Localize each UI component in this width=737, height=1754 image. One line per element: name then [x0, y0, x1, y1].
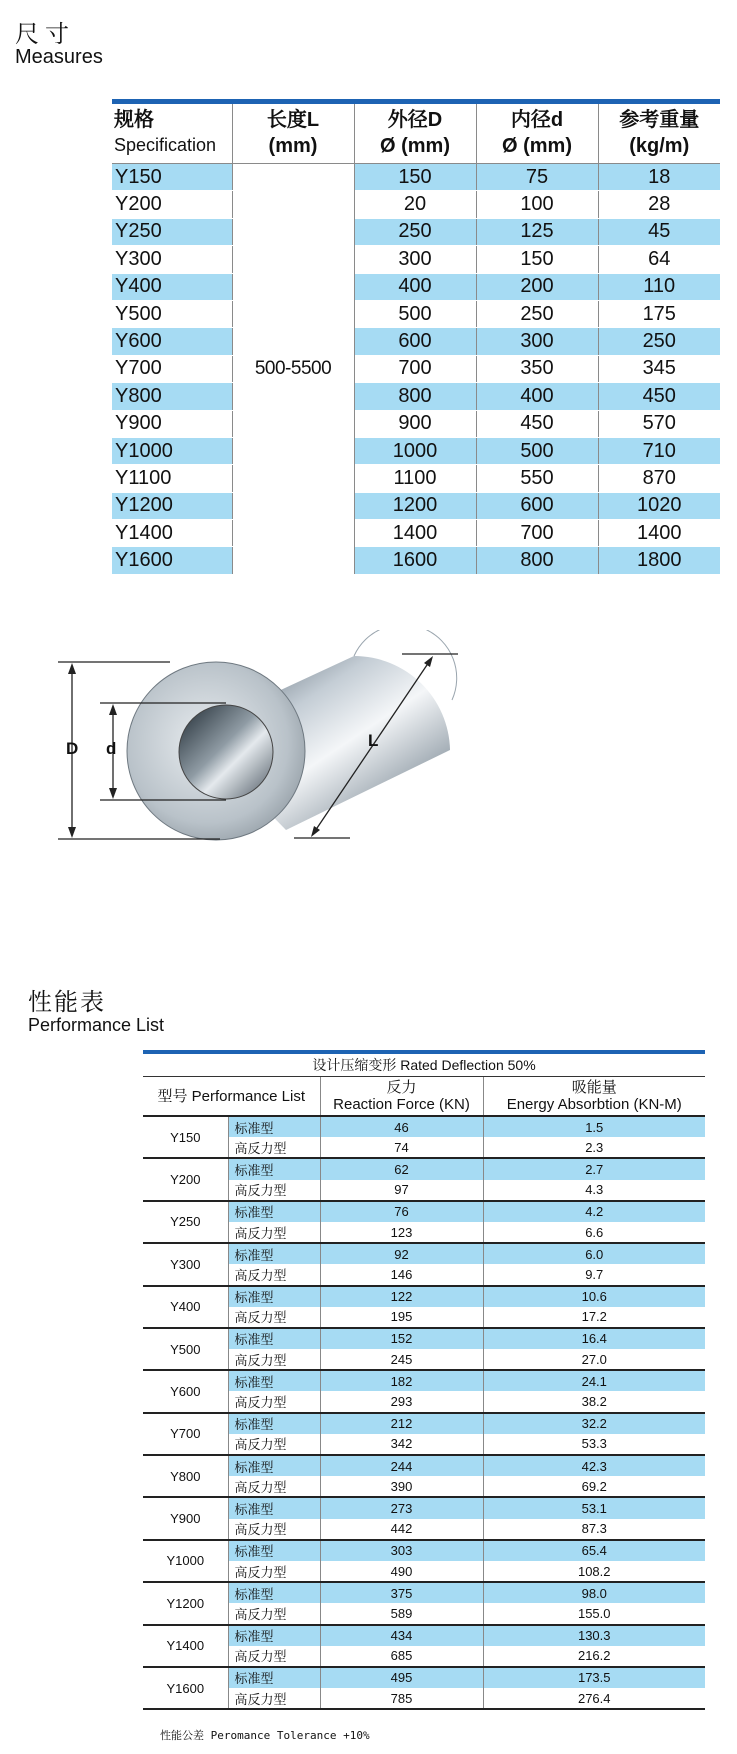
performance-tolerance: 性能公差 Peromance Tolerance +10%: [160, 1729, 370, 1742]
inner-diameter-cell: 400: [476, 383, 598, 410]
type-high-cell: 高反力型: [228, 1180, 320, 1201]
header-od-label: 外径D: [387, 109, 443, 131]
measures-row: [112, 547, 720, 574]
model-cell: Y200: [143, 1158, 228, 1200]
std-energy-cell: 10.6: [483, 1286, 705, 1307]
cylinder-diagram: [50, 630, 530, 950]
outer-diameter-cell: 1400: [354, 520, 476, 547]
high-force-cell: 74: [320, 1137, 483, 1158]
high-force-cell: 123: [320, 1222, 483, 1243]
high-force-cell: 97: [320, 1180, 483, 1201]
diagram-label-d: d: [106, 739, 117, 758]
measures-row: [112, 191, 720, 218]
std-energy-cell: 130.3: [483, 1625, 705, 1646]
std-energy-cell: 1.5: [483, 1116, 705, 1137]
weight-cell: 1020: [598, 492, 720, 519]
cylinder-bore: [179, 705, 273, 799]
type-high-cell: 高反力型: [228, 1307, 320, 1328]
type-standard-cell: 标准型: [228, 1455, 320, 1476]
model-cell: Y700: [143, 1413, 228, 1455]
std-energy-cell: 42.3: [483, 1455, 705, 1476]
inner-diameter-cell: 500: [476, 437, 598, 464]
type-standard-cell: 标准型: [228, 1328, 320, 1349]
model-cell: Y1000: [143, 1540, 228, 1582]
performance-row-standard: [143, 1540, 705, 1561]
inner-diameter-cell: 350: [476, 355, 598, 382]
inner-diameter-cell: 800: [476, 547, 598, 574]
performance-row-high: [143, 1180, 705, 1201]
measures-header-row: [112, 102, 720, 164]
performance-row-high: [143, 1603, 705, 1624]
model-cell: Y1200: [143, 1582, 228, 1624]
high-force-cell: 685: [320, 1646, 483, 1667]
inner-diameter-cell: 600: [476, 492, 598, 519]
type-standard-cell: 标准型: [228, 1582, 320, 1603]
outer-diameter-cell: 800: [354, 383, 476, 410]
performance-row-high: [143, 1646, 705, 1667]
inner-diameter-cell: 150: [476, 246, 598, 273]
inner-diameter-cell: 700: [476, 520, 598, 547]
std-force-cell: 76: [320, 1201, 483, 1222]
weight-cell: 175: [598, 300, 720, 327]
std-energy-cell: 65.4: [483, 1540, 705, 1561]
high-energy-cell: 38.2: [483, 1391, 705, 1412]
spec-cell: Y600: [112, 328, 232, 355]
std-force-cell: 46: [320, 1116, 483, 1137]
performance-body: [143, 1052, 705, 1709]
model-cell: Y900: [143, 1497, 228, 1539]
performance-row-standard: [143, 1582, 705, 1603]
weight-cell: 1800: [598, 547, 720, 574]
type-standard-cell: 标准型: [228, 1243, 320, 1264]
type-high-cell: 高反力型: [228, 1688, 320, 1709]
model-cell: Y800: [143, 1455, 228, 1497]
measures-title-en: Measures: [15, 46, 103, 68]
header-weight-unit: (kg/m): [629, 135, 690, 157]
performance-row-standard: [143, 1116, 705, 1137]
performance-title-en: Performance List: [28, 1015, 165, 1035]
spec-cell: Y400: [112, 273, 232, 300]
performance-row-standard: [143, 1243, 705, 1264]
performance-row-high: [143, 1561, 705, 1582]
measures-row: [112, 383, 720, 410]
weight-cell: 345: [598, 355, 720, 382]
measures-row: [112, 328, 720, 355]
performance-row-high: [143, 1137, 705, 1158]
high-force-cell: 442: [320, 1519, 483, 1540]
high-energy-cell: 2.3: [483, 1137, 705, 1158]
performance-row-high: [143, 1434, 705, 1455]
spec-cell: Y1200: [112, 492, 232, 519]
model-cell: Y500: [143, 1328, 228, 1370]
std-energy-cell: 173.5: [483, 1667, 705, 1688]
type-high-cell: 高反力型: [228, 1561, 320, 1582]
std-energy-cell: 24.1: [483, 1370, 705, 1391]
high-force-cell: 195: [320, 1307, 483, 1328]
measures-row: [112, 164, 720, 191]
header-model: 型号 Performance List: [143, 1077, 320, 1117]
measures-row: [112, 355, 720, 382]
high-force-cell: 342: [320, 1434, 483, 1455]
outer-diameter-cell: 1200: [354, 492, 476, 519]
performance-title-cn: 性能表: [28, 989, 106, 1016]
std-energy-cell: 98.0: [483, 1582, 705, 1603]
header-od-unit: Ø (mm): [380, 135, 450, 157]
weight-cell: 28: [598, 191, 720, 218]
high-energy-cell: 17.2: [483, 1307, 705, 1328]
weight-cell: 45: [598, 218, 720, 245]
header-length: [232, 102, 354, 164]
inner-diameter-cell: 300: [476, 328, 598, 355]
high-energy-cell: 87.3: [483, 1519, 705, 1540]
inner-diameter-cell: 125: [476, 218, 598, 245]
type-high-cell: 高反力型: [228, 1646, 320, 1667]
header-length-label: 长度L: [266, 109, 320, 131]
outer-diameter-cell: 600: [354, 328, 476, 355]
measures-row: [112, 218, 720, 245]
header-specification: [112, 102, 232, 164]
std-force-cell: 244: [320, 1455, 483, 1476]
high-energy-cell: 108.2: [483, 1561, 705, 1582]
high-force-cell: 245: [320, 1349, 483, 1370]
std-energy-cell: 16.4: [483, 1328, 705, 1349]
header-reaction-force: [320, 1077, 483, 1117]
performance-caption-row: [143, 1052, 705, 1077]
outer-diameter-cell: 1100: [354, 465, 476, 492]
std-energy-cell: 53.1: [483, 1497, 705, 1518]
std-force-cell: 434: [320, 1625, 483, 1646]
performance-row-high: [143, 1222, 705, 1243]
spec-cell: Y200: [112, 191, 232, 218]
performance-row-high: [143, 1688, 705, 1709]
inner-diameter-cell: 450: [476, 410, 598, 437]
performance-row-standard: [143, 1667, 705, 1688]
type-standard-cell: 标准型: [228, 1540, 320, 1561]
performance-row-high: [143, 1391, 705, 1412]
weight-cell: 870: [598, 465, 720, 492]
performance-row-standard: [143, 1201, 705, 1222]
high-force-cell: 293: [320, 1391, 483, 1412]
diagram-label-L: L: [368, 731, 379, 750]
high-force-cell: 589: [320, 1603, 483, 1624]
weight-cell: 18: [598, 164, 720, 191]
std-force-cell: 212: [320, 1413, 483, 1434]
high-force-cell: 785: [320, 1688, 483, 1709]
performance-row-high: [143, 1476, 705, 1497]
type-high-cell: 高反力型: [228, 1519, 320, 1540]
header-outer-diameter: [354, 102, 476, 164]
std-energy-cell: 4.2: [483, 1201, 705, 1222]
model-cell: Y600: [143, 1370, 228, 1412]
type-high-cell: 高反力型: [228, 1476, 320, 1497]
header-spec-en: Specification: [114, 135, 217, 155]
weight-cell: 64: [598, 246, 720, 273]
spec-cell: Y1100: [112, 465, 232, 492]
type-standard-cell: 标准型: [228, 1158, 320, 1179]
spec-cell: Y800: [112, 383, 232, 410]
measures-row: [112, 437, 720, 464]
high-energy-cell: 9.7: [483, 1264, 705, 1285]
inner-diameter-cell: 75: [476, 164, 598, 191]
performance-row-standard: [143, 1455, 705, 1476]
performance-row-high: [143, 1519, 705, 1540]
measures-body: [112, 164, 720, 575]
spec-cell: Y300: [112, 246, 232, 273]
outer-diameter-cell: 1000: [354, 437, 476, 464]
spec-cell: Y1400: [112, 520, 232, 547]
std-force-cell: 182: [320, 1370, 483, 1391]
measures-row: [112, 300, 720, 327]
high-force-cell: 146: [320, 1264, 483, 1285]
weight-cell: 250: [598, 328, 720, 355]
outer-diameter-cell: 1600: [354, 547, 476, 574]
spec-cell: Y150: [112, 164, 232, 191]
type-high-cell: 高反力型: [228, 1222, 320, 1243]
spec-cell: Y1000: [112, 437, 232, 464]
model-cell: Y250: [143, 1201, 228, 1243]
header-weight: [598, 102, 720, 164]
type-standard-cell: 标准型: [228, 1413, 320, 1434]
length-cell: 500-5500: [232, 164, 354, 575]
performance-caption: 设计压缩变形 Rated Deflection 50%: [143, 1052, 705, 1077]
outer-diameter-cell: 150: [354, 164, 476, 191]
spec-cell: Y700: [112, 355, 232, 382]
inner-diameter-cell: 250: [476, 300, 598, 327]
header-energy-absorption: [483, 1077, 705, 1117]
header-length-unit: (mm): [268, 135, 318, 157]
outer-diameter-cell: 400: [354, 273, 476, 300]
high-force-cell: 490: [320, 1561, 483, 1582]
inner-diameter-cell: 100: [476, 191, 598, 218]
header-id-label: 内径d: [510, 109, 564, 131]
std-force-cell: 152: [320, 1328, 483, 1349]
high-energy-cell: 155.0: [483, 1603, 705, 1624]
type-standard-cell: 标准型: [228, 1370, 320, 1391]
std-force-cell: 92: [320, 1243, 483, 1264]
measures-row: [112, 273, 720, 300]
weight-cell: 110: [598, 273, 720, 300]
high-force-cell: 390: [320, 1476, 483, 1497]
header-energy-en: Energy Absorbtion (KN-M): [506, 1096, 682, 1113]
performance-row-standard: [143, 1328, 705, 1349]
model-cell: Y1400: [143, 1625, 228, 1667]
outer-diameter-cell: 300: [354, 246, 476, 273]
performance-row-standard: [143, 1625, 705, 1646]
performance-row-standard: [143, 1413, 705, 1434]
std-force-cell: 495: [320, 1667, 483, 1688]
header-inner-diameter: [476, 102, 598, 164]
measures-row: [112, 520, 720, 547]
weight-cell: 450: [598, 383, 720, 410]
outer-diameter-cell: 500: [354, 300, 476, 327]
high-energy-cell: 216.2: [483, 1646, 705, 1667]
type-standard-cell: 标准型: [228, 1667, 320, 1688]
performance-header-row: [143, 1077, 705, 1117]
type-standard-cell: 标准型: [228, 1116, 320, 1137]
outer-diameter-cell: 700: [354, 355, 476, 382]
header-force-cn: 反力: [386, 1079, 417, 1096]
spec-cell: Y900: [112, 410, 232, 437]
performance-row-high: [143, 1307, 705, 1328]
spec-cell: Y250: [112, 218, 232, 245]
weight-cell: 1400: [598, 520, 720, 547]
inner-diameter-cell: 550: [476, 465, 598, 492]
type-standard-cell: 标准型: [228, 1497, 320, 1518]
std-force-cell: 375: [320, 1582, 483, 1603]
performance-row-standard: [143, 1286, 705, 1307]
outer-diameter-cell: 20: [354, 191, 476, 218]
high-energy-cell: 6.6: [483, 1222, 705, 1243]
outer-diameter-cell: 250: [354, 218, 476, 245]
type-standard-cell: 标准型: [228, 1286, 320, 1307]
header-energy-cn: 吸能量: [571, 1079, 617, 1096]
header-force-en: Reaction Force (KN): [333, 1096, 470, 1113]
type-high-cell: 高反力型: [228, 1264, 320, 1285]
high-energy-cell: 69.2: [483, 1476, 705, 1497]
spec-cell: Y1600: [112, 547, 232, 574]
type-high-cell: 高反力型: [228, 1137, 320, 1158]
performance-row-standard: [143, 1497, 705, 1518]
performance-row-standard: [143, 1370, 705, 1391]
performance-table: [143, 1050, 705, 1710]
measures-row: [112, 465, 720, 492]
measures-row: [112, 410, 720, 437]
header-id-unit: Ø (mm): [502, 135, 572, 157]
std-force-cell: 62: [320, 1158, 483, 1179]
model-cell: Y150: [143, 1116, 228, 1158]
std-energy-cell: 6.0: [483, 1243, 705, 1264]
high-energy-cell: 27.0: [483, 1349, 705, 1370]
model-cell: Y400: [143, 1286, 228, 1328]
inner-diameter-cell: 200: [476, 273, 598, 300]
type-standard-cell: 标准型: [228, 1201, 320, 1222]
type-high-cell: 高反力型: [228, 1434, 320, 1455]
measures-row: [112, 246, 720, 273]
type-high-cell: 高反力型: [228, 1391, 320, 1412]
header-weight-label: 参考重量: [619, 109, 700, 131]
diagram-label-D: D: [66, 739, 79, 758]
model-cell: Y300: [143, 1243, 228, 1285]
type-high-cell: 高反力型: [228, 1349, 320, 1370]
measures-title-cn: 尺寸: [15, 21, 75, 48]
performance-row-high: [143, 1264, 705, 1285]
outer-diameter-cell: 900: [354, 410, 476, 437]
type-high-cell: 高反力型: [228, 1603, 320, 1624]
model-cell: Y1600: [143, 1667, 228, 1709]
weight-cell: 710: [598, 437, 720, 464]
std-force-cell: 273: [320, 1497, 483, 1518]
measures-table: [112, 99, 720, 575]
std-force-cell: 303: [320, 1540, 483, 1561]
high-energy-cell: 53.3: [483, 1434, 705, 1455]
std-force-cell: 122: [320, 1286, 483, 1307]
weight-cell: 570: [598, 410, 720, 437]
measures-row: [112, 492, 720, 519]
type-standard-cell: 标准型: [228, 1625, 320, 1646]
spec-cell: Y500: [112, 300, 232, 327]
performance-row-standard: [143, 1158, 705, 1179]
header-spec-cn: 规格: [114, 109, 154, 131]
std-energy-cell: 2.7: [483, 1158, 705, 1179]
high-energy-cell: 276.4: [483, 1688, 705, 1709]
std-energy-cell: 32.2: [483, 1413, 705, 1434]
high-energy-cell: 4.3: [483, 1180, 705, 1201]
performance-row-high: [143, 1349, 705, 1370]
